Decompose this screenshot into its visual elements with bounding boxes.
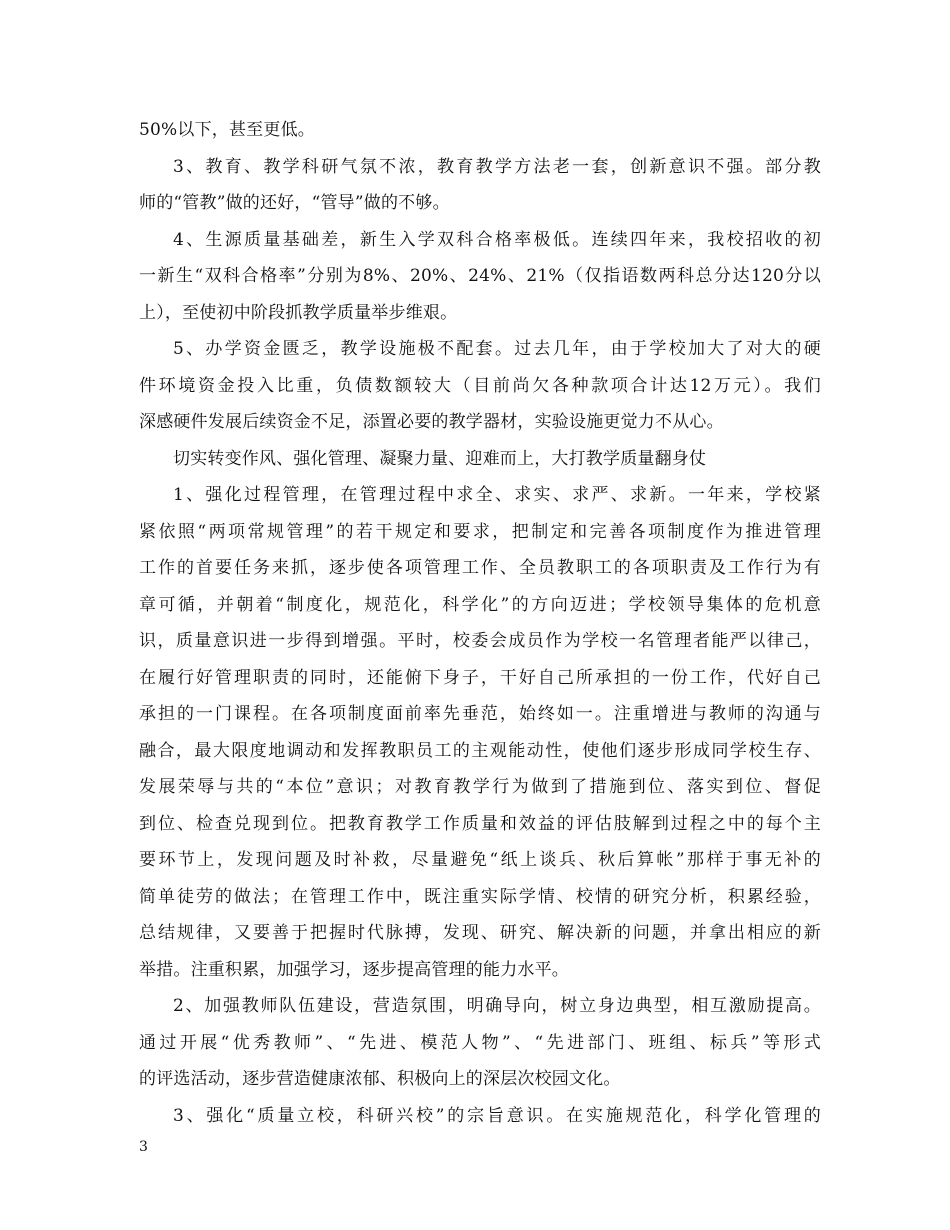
document-body xyxy=(139,112,821,1134)
text-line: 上），至使初中阶段抓教学质量举步维艰。 xyxy=(139,302,458,323)
text-line: 3、教育、教学科研气氛不浓，教育教学方法老一套，创新意识不强。部分教 xyxy=(173,156,821,177)
text-line: 师的“管教”做的还好，“管导”做的不够。 xyxy=(139,193,450,213)
text-line: 识，质量意识进一步得到增强。平时，校委会成员作为学校一名管理者能严以律己， xyxy=(139,631,821,651)
text-line: 举措。注重积累，加强学习，逐步提高管理的能力水平。 xyxy=(139,959,569,980)
text-line: 深感硬件发展后续资金不足，添置必要的教学器材，实验设施更觉力不从心。 xyxy=(139,412,724,432)
text-line: 3、强化“质量立校，科研兴校”的宗旨意识。在实施规范化，科学化管理的 xyxy=(173,1105,821,1126)
section-heading: 切实转变作风、强化管理、凝聚力量、迎难而上，大打教学质量翻身仗 xyxy=(173,448,707,469)
text-line: 章可循，并朝着“制度化，规范化，科学化”的方向迈进；学校领导集体的危机意 xyxy=(139,594,821,615)
text-line: 5、办学资金匮乏，教学设施极不配套。过去几年，由于学校加大了对大的硬 xyxy=(173,339,821,359)
text-line: 要环节上，发现问题及时补救，尽量避免“纸上谈兵、秋后算帐”那样于事无补的 xyxy=(139,850,821,870)
text-line: 4、生源质量基础差，新生入学双科合格率极低。连续四年来，我校招收的初 xyxy=(173,229,821,250)
text-line: 在履行好管理职责的同时，还能俯下身子，干好自己所承担的一份工作，代好自己 xyxy=(139,667,821,688)
text-line: 紧依照“两项常规管理”的若干规定和要求，把制定和完善各项制度作为推进管理 xyxy=(139,521,821,542)
text-line: 总结规律，又要善于把握时代脉搏，发现、研究、解决新的问题，并拿出相应的新 xyxy=(139,923,821,943)
text-line: 件环境资金投入比重，负债数额较大（目前尚欠各种款项合计达12万元）。我们 xyxy=(139,375,821,396)
text-line: 工作的首要任务来抓，逐步使各项管理工作、全员教职工的各项职责及工作行为有 xyxy=(139,558,821,578)
text-line: 承担的一门课程。在各项制度面前率先垂范，始终如一。注重增进与教师的沟通与 xyxy=(139,704,821,724)
text-line: 简单徒劳的做法；在管理工作中，既注重实际学情、校情的研究分析，积累经验， xyxy=(139,886,821,907)
text-line: 一新生“双科合格率”分别为8%、20%、24%、21%（仅指语数两科总分达120分以 xyxy=(139,266,821,286)
text-line: 通过开展“优秀教师”、“先进、模范人物”、“先进部门、班组、标兵”等形式 xyxy=(139,1032,821,1053)
text-line: 1、强化过程管理，在管理过程中求全、求实、求严、求新。一年来，学校紧 xyxy=(173,485,821,505)
page-number: 3 xyxy=(139,1139,148,1155)
text-line: 的评选活动，逐步营造健康浓郁、积极向上的深层次校园文化。 xyxy=(139,1069,621,1089)
text-line: 到位、检查兑现到位。把教育教学工作质量和效益的评估肢解到过程之中的每个主 xyxy=(139,813,821,834)
text-line: 50%以下，甚至更低。 xyxy=(139,120,315,140)
text-line: 2、加强教师队伍建设，营造氛围，明确导向，树立身边典型，相互激励提高。 xyxy=(173,996,821,1016)
text-line: 融合，最大限度地调动和发挥教职员工的主观能动性，使他们逐步形成同学校生存、 xyxy=(139,740,821,761)
text-line: 发展荣辱与共的“本位”意识；对教育教学行为做到了措施到位、落实到位、督促 xyxy=(139,777,821,797)
